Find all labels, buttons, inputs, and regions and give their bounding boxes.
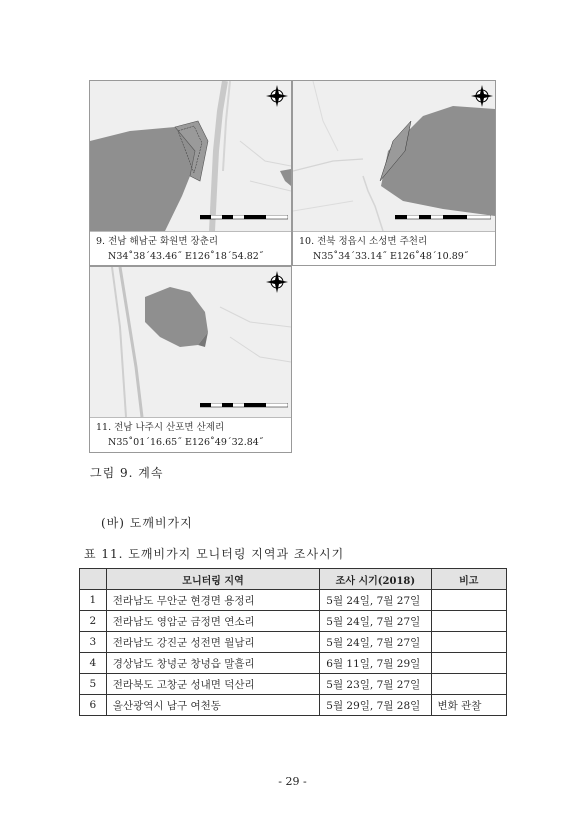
- scale-bar: [395, 215, 491, 227]
- table-header-row: [80, 569, 507, 590]
- table-row: [80, 590, 507, 611]
- north-arrow-icon: [266, 85, 288, 107]
- map-caption-11: [96, 420, 264, 450]
- row-number: 5: [80, 674, 107, 695]
- row-number: 4: [80, 653, 107, 674]
- table-row: [80, 611, 507, 632]
- map-cell-9: [89, 80, 292, 266]
- row-note: 변화 관찰: [431, 695, 507, 716]
- row-region: 전라남도 영암군 금정면 연소리: [106, 611, 319, 632]
- map-cell-10: [292, 80, 496, 266]
- satellite-map-10: [293, 81, 495, 232]
- row-region: 경상남도 창녕군 창녕읍 말흘리: [106, 653, 319, 674]
- table-row: [80, 674, 507, 695]
- row-region: 전라북도 고창군 성내면 덕산리: [106, 674, 319, 695]
- caption-location: 11. 전남 나주시 산포면 산제리: [96, 422, 225, 433]
- row-date: 6월 11일, 7월 29일: [320, 653, 431, 674]
- map-caption-9: [96, 234, 264, 264]
- header-note: 비고: [431, 569, 507, 590]
- table-title: 표 11. 도깨비가지 모니터링 지역과 조사시기: [84, 547, 345, 561]
- monitoring-table: [79, 568, 507, 716]
- north-arrow-icon: [471, 85, 493, 107]
- scale-bar: [200, 215, 288, 227]
- row-region: 전라남도 강진군 성전면 월남리: [106, 632, 319, 653]
- caption-location: 10. 전북 정읍시 소성면 주천리: [299, 236, 428, 247]
- row-number: 1: [80, 590, 107, 611]
- map-caption-10: [299, 234, 469, 264]
- row-date: 5월 23일, 7월 27일: [320, 674, 431, 695]
- row-region: 전라남도 무안군 현경면 용정리: [106, 590, 319, 611]
- row-date: 5월 24일, 7월 27일: [320, 590, 431, 611]
- row-number: 6: [80, 695, 107, 716]
- row-date: 5월 24일, 7월 27일: [320, 611, 431, 632]
- north-arrow-icon: [266, 271, 288, 293]
- row-number: 2: [80, 611, 107, 632]
- scale-bar: [200, 403, 288, 415]
- row-note: [431, 632, 507, 653]
- table-row: [80, 632, 507, 653]
- caption-coordinates: N35˚34´33.14˝ E126˚48´10.89˝: [313, 251, 469, 262]
- header-number: [80, 569, 107, 590]
- header-region: 모니터링 지역: [106, 569, 319, 590]
- row-region: 울산광역시 남구 여천동: [106, 695, 319, 716]
- caption-location: 9. 전남 해남군 화원면 장춘리: [96, 236, 219, 247]
- row-note: [431, 611, 507, 632]
- section-subheading: (바) 도깨비가지: [101, 516, 193, 530]
- header-date: 조사 시기(2018): [320, 569, 431, 590]
- caption-coordinates: N34˚38´43.46˝ E126˚18´54.82˝: [108, 251, 264, 262]
- map-cell-11: [89, 266, 292, 453]
- figure-label: 그림 9. 계속: [90, 466, 164, 480]
- row-date: 5월 24일, 7월 27일: [320, 632, 431, 653]
- satellite-map-9: [90, 81, 291, 232]
- row-date: 5월 29일, 7월 28일: [320, 695, 431, 716]
- table-row: [80, 653, 507, 674]
- satellite-map-11: [90, 267, 291, 418]
- caption-coordinates: N35˚01´16.65˝ E126˚49´32.84˝: [108, 437, 264, 448]
- page-number: - 29 -: [278, 775, 307, 788]
- row-number: 3: [80, 632, 107, 653]
- row-note: [431, 653, 507, 674]
- row-note: [431, 590, 507, 611]
- table-row: [80, 695, 507, 716]
- row-note: [431, 674, 507, 695]
